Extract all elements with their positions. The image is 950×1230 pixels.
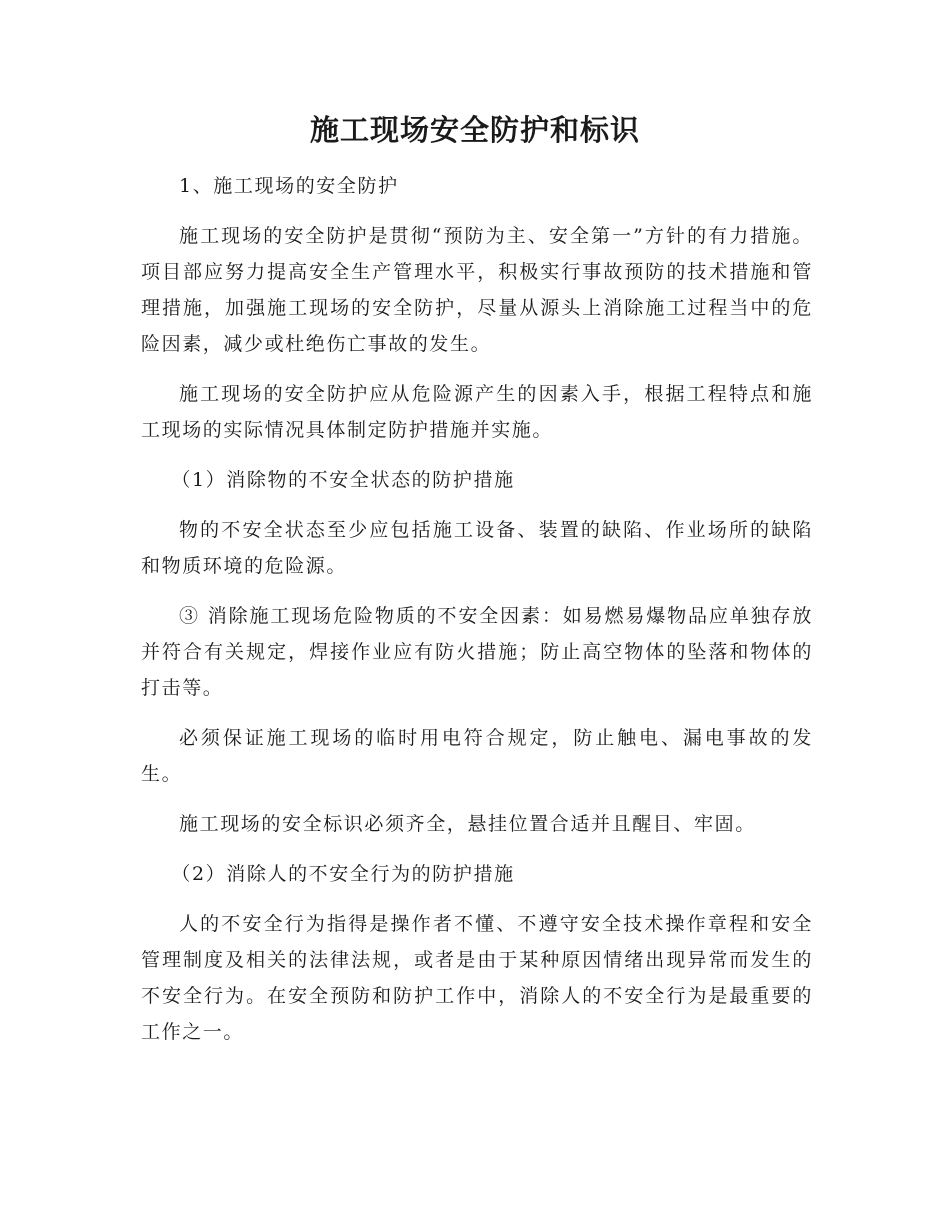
paragraph-safety-signs: 施工现场的安全标识必须齐全，悬挂位置合适并且醒目、牢固。 <box>179 813 756 835</box>
subheading-human-unsafe-behavior: （2）消除人的不安全行为的防护措施 <box>171 863 515 885</box>
page-title: 施工现场安全防护和标识 <box>309 113 640 147</box>
paragraph-object-unsafe-state: 物的不安全状态至少应包括施工设备、装置的缺陷、作业场所的缺陷和物质环境的危险源。 <box>141 519 813 577</box>
paragraph-human-unsafe-behavior: 人的不安全行为指得是操作者不懂、不遵守安全技术操作章程和安全管理制度及相关的法律法规，或者是由于某种原因情绪出现异常而发生的不安全行为。在安全预防和防护工作中，消除人的不安全行为是最重要的工作之一。 <box>141 913 813 1043</box>
paragraph-temporary-electricity: 必须保证施工现场的临时用电符合规定，防止触电、漏电事故的发生。 <box>141 727 813 785</box>
subheading-object-unsafe-state: （1）消除物的不安全状态的防护措施 <box>171 469 515 491</box>
paragraph-hazard-source: 施工现场的安全防护应从危险源产生的因素入手，根据工程特点和施工现场的实际情况具体制定防护措施并实施。 <box>141 383 813 441</box>
paragraph-safety-protection: 施工现场的安全防护是贯彻“预防为主、安全第一”方针的有力措施。项目部应努力提高安全生产管理水平，积极实行事故预防的技术措施和管理措施，加强施工现场的安全防护，尽量从源头上消除施工过程当中的危险因素，减少或杜绝伤亡事故的发生。 <box>141 225 813 355</box>
paragraph-hazardous-materials: ③ 消除施工现场危险物质的不安全因素：如易燃易爆物品应单独存放并符合有关规定，焊接作业应有防火措施；防止高空物体的坠落和物体的打击等。 <box>141 605 813 699</box>
section-heading-1: 1、施工现场的安全防护 <box>179 175 399 197</box>
document-body <box>141 168 813 1064</box>
